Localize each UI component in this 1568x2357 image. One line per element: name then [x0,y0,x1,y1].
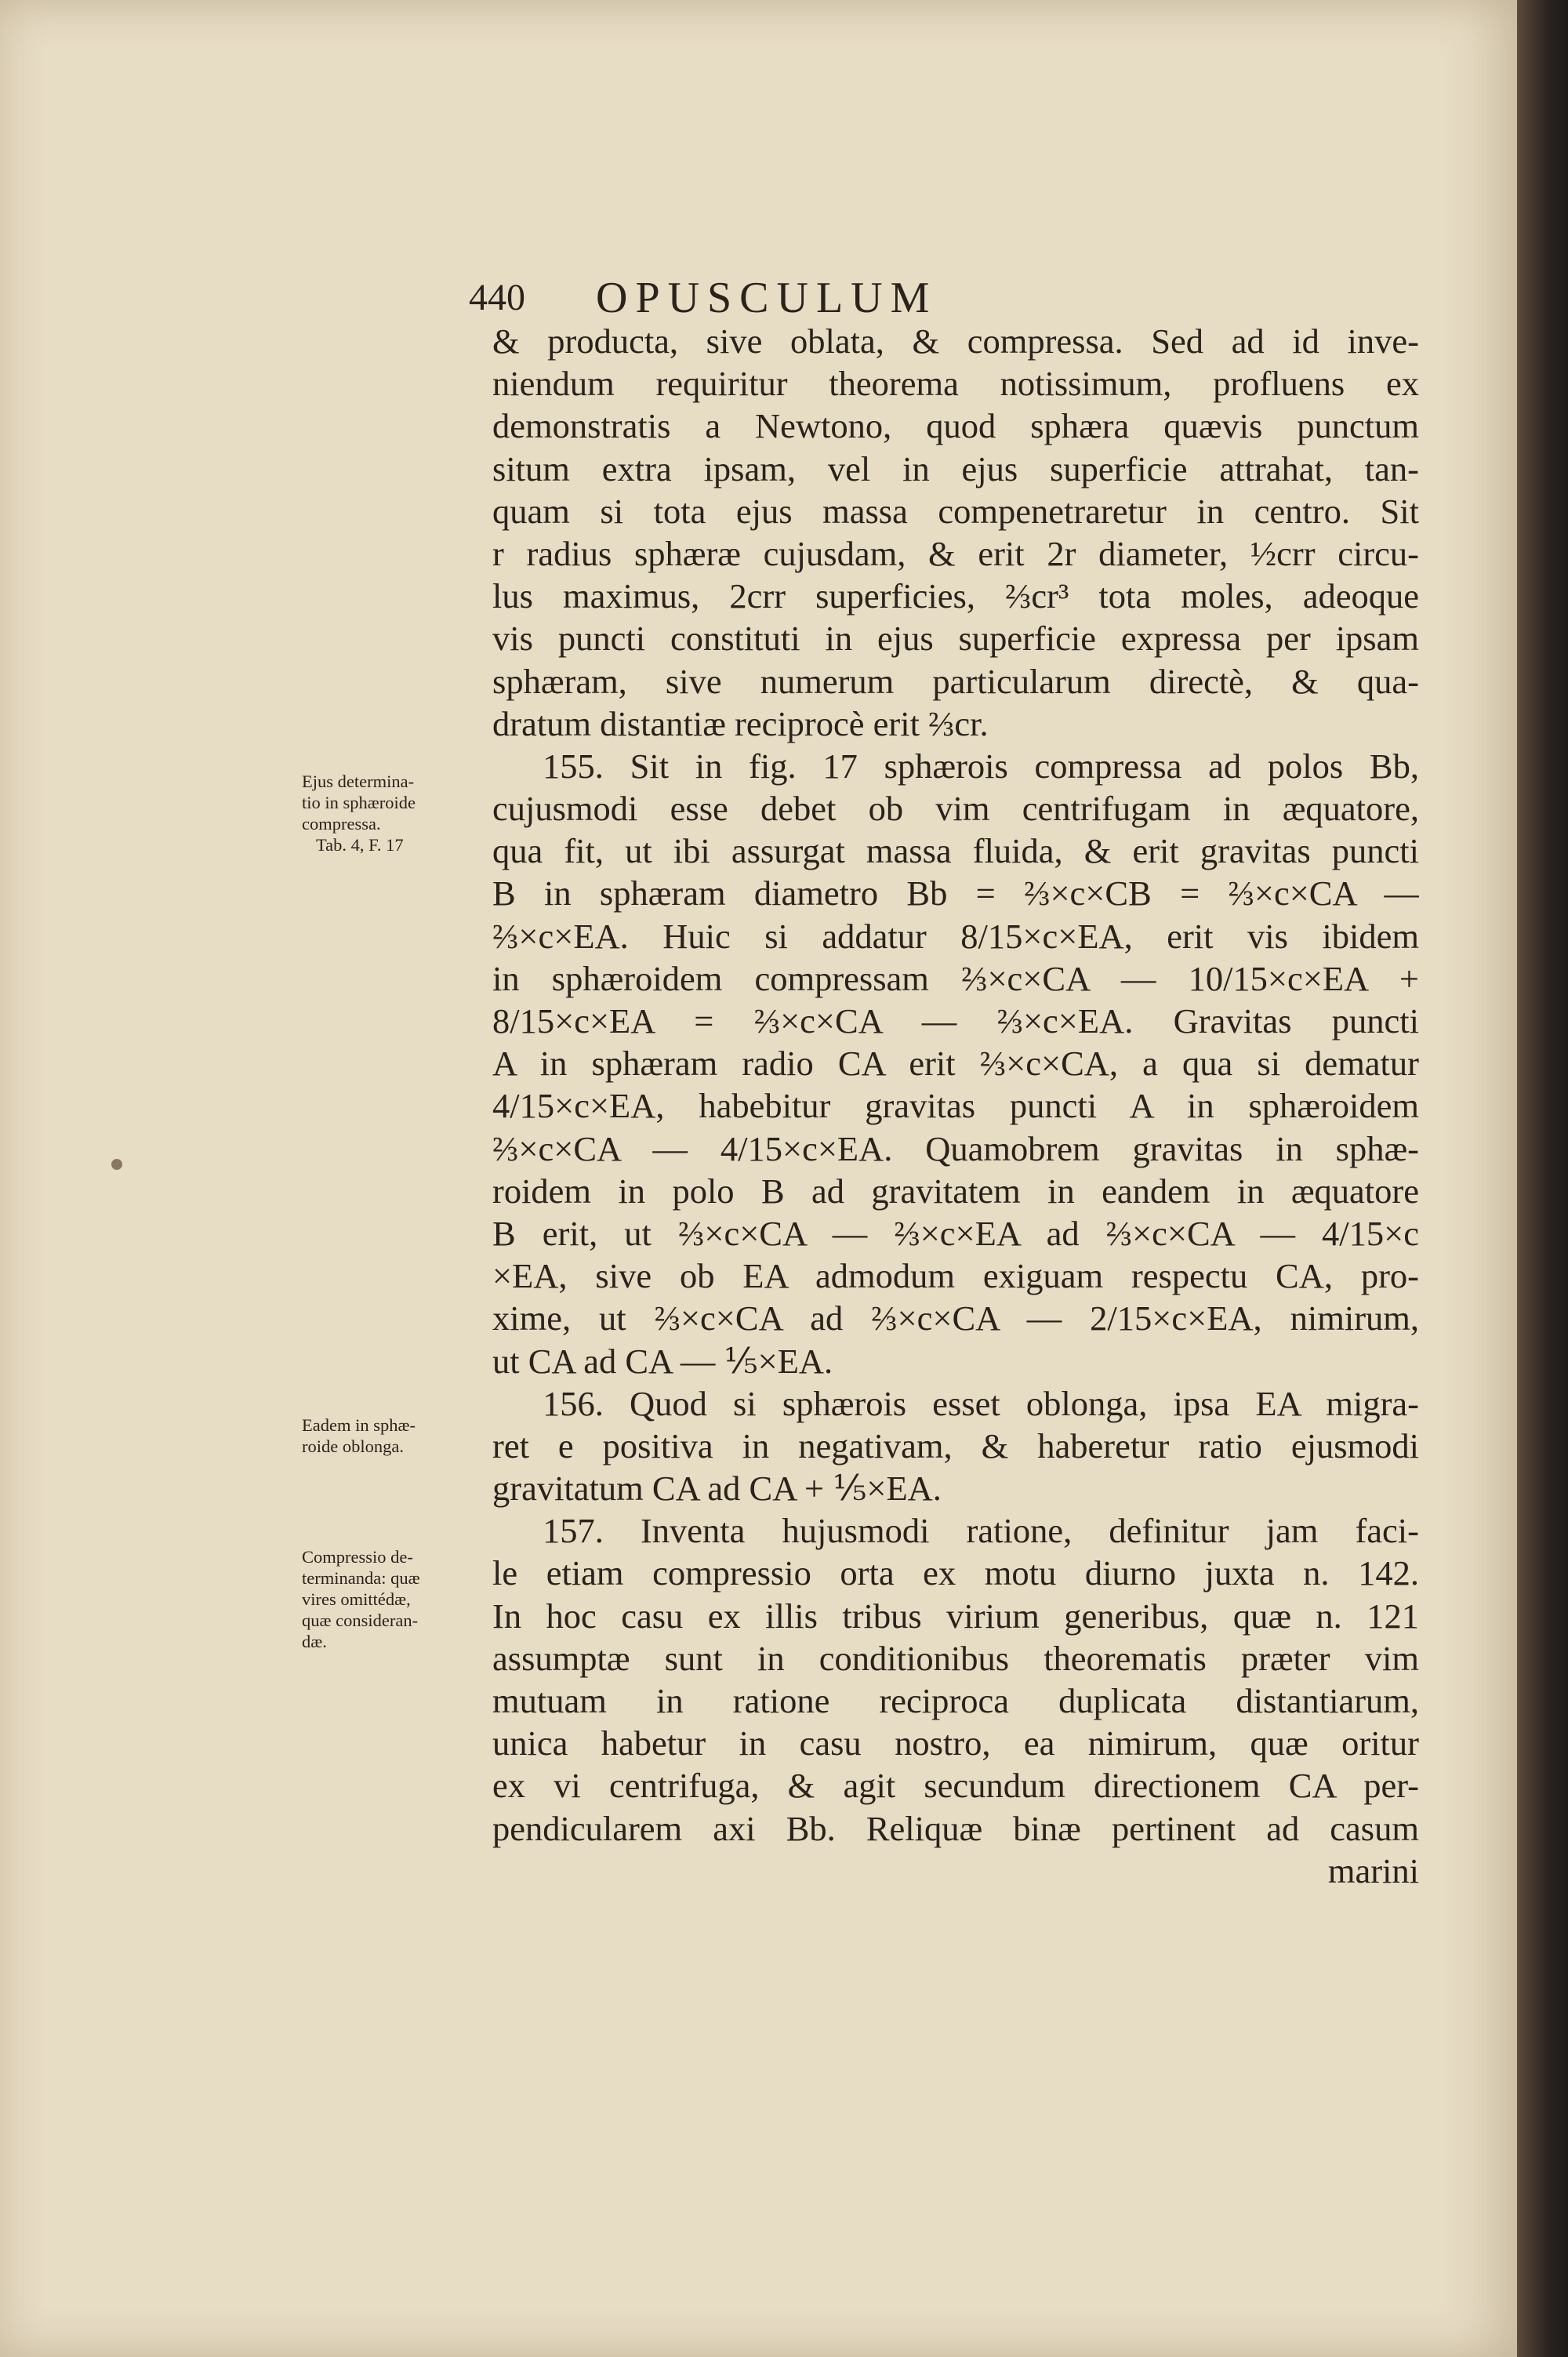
text-line: pendicularem axi Bb. Reliquæ binæ pertinent ad casum [492,1808,1419,1848]
margin-note-line: dæ. [302,1632,327,1651]
text-line: ret e positiva in negativam, & haberetur ratio ejusmodi [492,1425,1419,1465]
text-line: & producta, sive oblata, & compressa. Sed ad id inve- [492,321,1419,361]
margin-note-line: vires omittédæ, [302,1589,411,1609]
main-text [492,320,1419,1892]
text-line: 157. Inventa hujusmodi ratione, definitur jam faci- [543,1511,1419,1551]
text-line: A in sphæram radio CA erit ⅔×c×CA, a qua si dematur [492,1044,1419,1084]
text-line: lus maximus, 2crr superficies, ⅔cr³ tota moles, adeoque [492,576,1419,616]
text-line: B in sphæram diametro Bb = ⅔×c×CB = ⅔×c×CA — [492,873,1419,913]
text-line: gravitatum CA ad CA + ⅕×EA. [492,1469,942,1509]
text-line: ⅔×c×CA — 4/15×c×EA. Quamobrem gravitas in sphæ- [492,1128,1419,1168]
margin-note-1 [302,771,482,855]
text-line: ut CA ad CA — ⅕×EA. [492,1341,833,1381]
text-line: ex vi centrifuga, & agit secundum directionem CA per- [492,1766,1419,1806]
text-line: xime, ut ⅔×c×CA ad ⅔×c×CA — 2/15×c×EA, nimirum, [492,1298,1419,1338]
margin-note-line: Tab. 4, F. 17 [316,835,404,855]
text-line: in sphæroidem compressam ⅔×c×CA — 10/15×c×EA + [492,958,1419,998]
text-line: demonstratis a Newtono, quod sphæra quævis punctum [492,406,1419,446]
ink-spot [111,1159,122,1170]
text-line: le etiam compressio orta ex motu diurno juxta n. 142. [492,1553,1419,1593]
text-line: vis puncti constituti in ejus superficie expressa per ipsam [492,619,1419,659]
text-line: cujusmodi esse debet ob vim centrifugam in æquatore, [492,789,1419,829]
text-line: ⅔×c×EA. Huic si addatur 8/15×c×EA, erit vis ibidem [492,916,1419,956]
page-number: 440 [469,277,525,318]
margin-note-line: tio in sphæroide [302,793,416,812]
margin-note-line: Ejus determina- [302,772,415,791]
text-line: In hoc casu ex illis tribus virium generibus, quæ n. 121 [492,1596,1419,1636]
book-spine-edge [1517,0,1568,2357]
text-line: 8/15×c×EA = ⅔×c×CA — ⅔×c×EA. Gravitas puncti [492,1001,1419,1040]
running-head: OPUSCULUM [596,274,938,322]
margin-note-line: Compressio de- [302,1547,413,1567]
margin-note-line: Eadem in sphæ- [302,1415,416,1435]
text-line: r radius sphæræ cujusdam, & erit 2r diameter, ½crr circu- [492,533,1419,573]
text-line: qua fit, ut ibi assurgat massa fluida, & erit gravitas puncti [492,831,1419,871]
text-line: 155. Sit in fig. 17 sphærois compressa ad polos Bb, [543,746,1419,786]
text-line: roidem in polo B ad gravitatem in eandem in æquatore [492,1171,1419,1211]
margin-note-line: quæ consideran- [302,1611,419,1630]
text-line: B erit, ut ⅔×c×CA — ⅔×c×EA ad ⅔×c×CA — 4/15×c [492,1213,1419,1253]
margin-note-3 [302,1546,482,1652]
margin-note-line: compressa. [302,814,381,833]
catchword: marini [1327,1850,1419,1890]
text-line: 156. Quod si sphærois esset oblonga, ipsa EA migra- [543,1383,1419,1423]
text-line: assumptæ sunt in conditionibus theorematis præter vim [492,1638,1419,1678]
text-line: unica habetur in casu nostro, ea nimirum, quæ oritur [492,1723,1419,1763]
text-line: 4/15×c×EA, habebitur gravitas puncti A in sphæroidem [492,1086,1419,1126]
text-line: quam si tota ejus massa compenetraretur in centro. Sit [492,491,1419,531]
margin-note-line: roide oblonga. [302,1436,404,1456]
text-line: ×EA, sive ob EA admodum exiguam respectu CA, pro- [492,1256,1419,1296]
text-line: mutuam in ratione reciproca duplicata distantiarum, [492,1681,1419,1720]
margin-note-2 [302,1415,482,1457]
text-line: situm extra ipsam, vel in ejus superficie attrahat, tan- [492,449,1419,488]
text-line: dratum distantiæ reciprocè erit ⅔cr. [492,703,989,743]
margin-note-line: terminanda: quæ [302,1568,420,1588]
text-line: sphæram, sive numerum particularum directè, & qua- [492,661,1419,701]
text-line: niendum requiritur theorema notissimum, profluens ex [492,364,1419,404]
